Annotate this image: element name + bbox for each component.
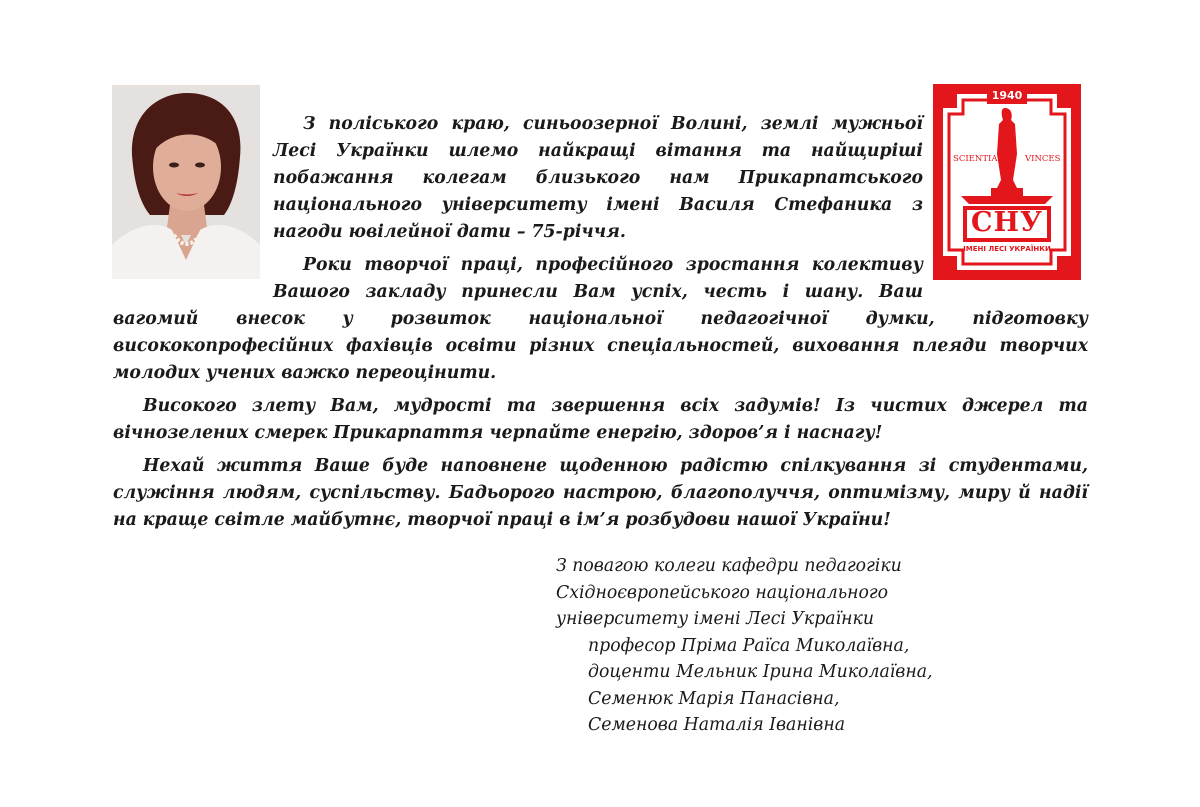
signature-name: Семенова Наталія Іванівна [588,715,846,735]
greeting-paragraph-3: Високого злету Вам, мудрості та звершення всіх задумів! Із чистих джерел та вічнозелених смерек Прикарпаття черпайте енергію, здоров’я і наснагу! [113,396,1088,443]
signature-line: З повагою колеги кафедри педагогіки [556,556,902,576]
logo-year: 1940 [991,89,1023,102]
signature-block [556,553,1036,739]
greeting-paragraph-4: Нехай життя Ваше буде наповнене щоденною радістю спілкування зі студентами, служіння людям, суспільству. Бадьорого настрою, благополуччя, оптимізму, миру й надії на краще світле майбутнє, творчої праці в ім’я розбудови нашої України! [113,456,1088,530]
signature-line: університету імені Лесі Українки [556,609,874,629]
logo-abbreviation: СНУ [971,207,1043,238]
signature-name: Семенюк Марія Панасівна, [588,688,840,709]
greeting-text [113,111,1088,534]
greeting-paragraph-1: З поліського краю, синьоозерної Волині, землі мужньої Лесі Українки шлемо найкращі вітання та найщиріші побажання колегам близького нам Прикарпатського національного університету імені Василя Стефаника з нагоди ювілейної дати – 75-річчя. [273,114,923,242]
logo-caption: ІМЕНІ ЛЕСІ УКРАЇНКИ [963,245,1051,253]
greeting-paragraph-2: Роки творчої праці, професійного зростання колективу Вашого закладу принесли Вам успіх, честь і шану. Ваш вагомий внесок у розвиток національної педагогічної думки, підготовку висококопрофесійних фахівців освіти різних спеціальностей, виховання плеяди творчих молодих учених важко переоцінити. [113,255,1088,383]
logo-motto-left: SCIENTIA [953,154,998,164]
signature-name: доценти Мельник Ірина Миколаївна, [588,662,933,682]
signature-line: Східноєвропейського національного [556,582,889,603]
logo-motto-right: VINCES [1025,154,1061,164]
signature-name: професор Пріма Раїса Миколаївна, [588,635,910,656]
